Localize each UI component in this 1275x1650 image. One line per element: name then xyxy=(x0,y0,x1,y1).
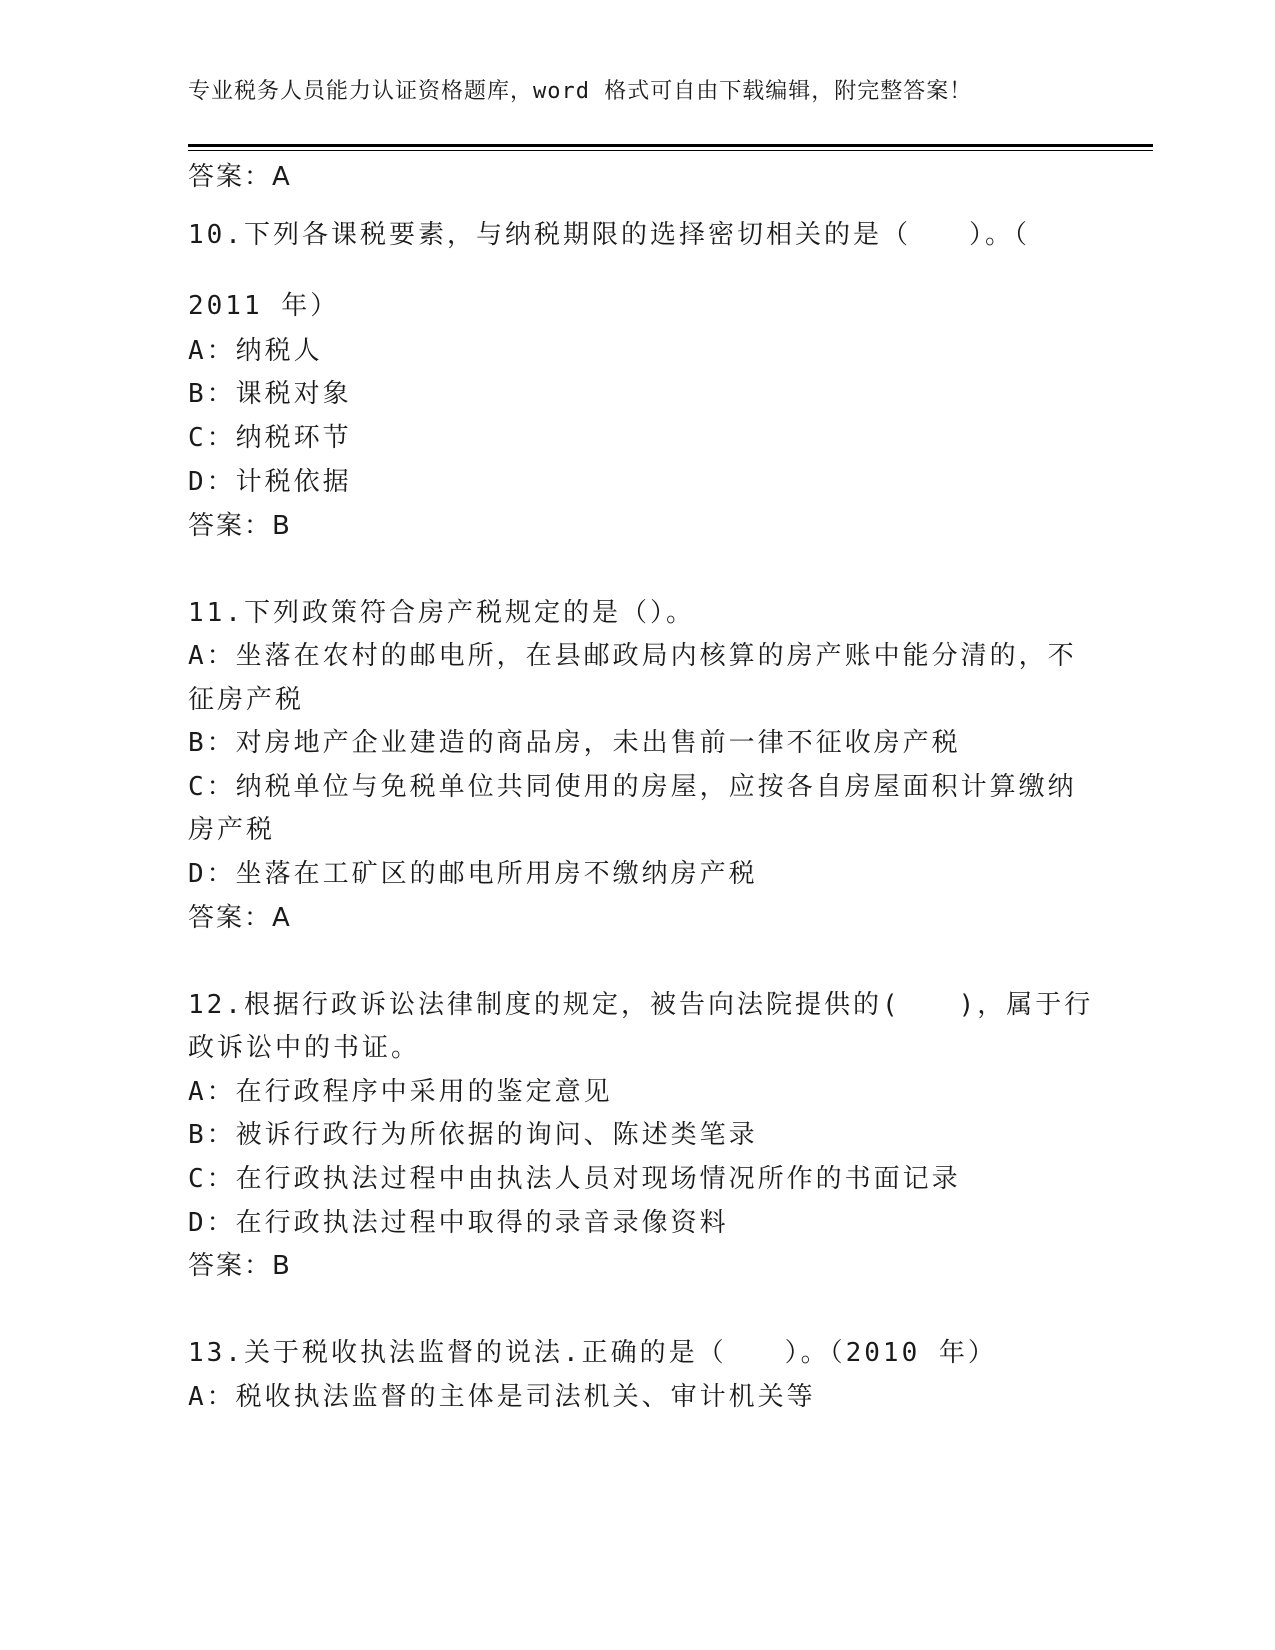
question-10-option-c: C：纳税环节 xyxy=(188,423,352,453)
header-divider-thin xyxy=(188,150,1153,151)
question-10-option-b: B：课税对象 xyxy=(188,379,352,409)
page-header: 专业税务人员能力认证资格题库，word 格式可自由下载编辑，附完整答案！ xyxy=(188,79,973,104)
question-12-stem-line1: 12.根据行政诉讼法律制度的规定，被告向法院提供的( )，属于行 xyxy=(188,990,1094,1020)
question-12-option-b: B：被诉行政行为所依据的询问、陈述类笔录 xyxy=(188,1120,758,1150)
question-11-option-c-line1: C：纳税单位与免税单位共同使用的房屋，应按各自房屋面积计算缴纳 xyxy=(188,772,1077,802)
question-12-stem-line2: 政诉讼中的书证。 xyxy=(188,1033,421,1063)
question-10-option-a: A：纳税人 xyxy=(188,336,323,366)
question-13-stem: 13.关于税收执法监督的说法.正确的是（ ）。（2010 年） xyxy=(188,1338,997,1368)
answer-q11: 答案：A xyxy=(188,903,292,933)
answer-q12: 答案：B xyxy=(188,1251,292,1281)
question-10-option-d: D：计税依据 xyxy=(188,467,352,497)
question-12-option-a: A：在行政程序中采用的鉴定意见 xyxy=(188,1077,613,1107)
question-11-option-b: B：对房地产企业建造的商品房，未出售前一律不征收房产税 xyxy=(188,728,961,758)
question-10-stem-line2: 2011 年） xyxy=(188,291,340,321)
question-10-stem-line1: 10.下列各课税要素，与纳税期限的选择密切相关的是（ ）。（ xyxy=(188,220,1030,250)
question-12-option-d: D：在行政执法过程中取得的录音录像资料 xyxy=(188,1208,729,1238)
header-divider-thick xyxy=(188,144,1153,147)
question-11-option-a-line1: A：坐落在农村的邮电所，在县邮政局内核算的房产账中能分清的，不 xyxy=(188,641,1077,671)
answer-q9: 答案：A xyxy=(188,162,292,192)
question-13-option-a: A：税收执法监督的主体是司法机关、审计机关等 xyxy=(188,1382,816,1412)
question-11-option-d: D：坐落在工矿区的邮电所用房不缴纳房产税 xyxy=(188,859,758,889)
question-11-option-c-line2: 房产税 xyxy=(188,815,276,845)
question-12-option-c: C：在行政执法过程中由执法人员对现场情况所作的书面记录 xyxy=(188,1164,961,1194)
answer-q10: 答案：B xyxy=(188,511,292,541)
question-11-option-a-line2: 征房产税 xyxy=(188,685,305,715)
question-11-stem: 11.下列政策符合房产税规定的是（）。 xyxy=(188,598,695,628)
